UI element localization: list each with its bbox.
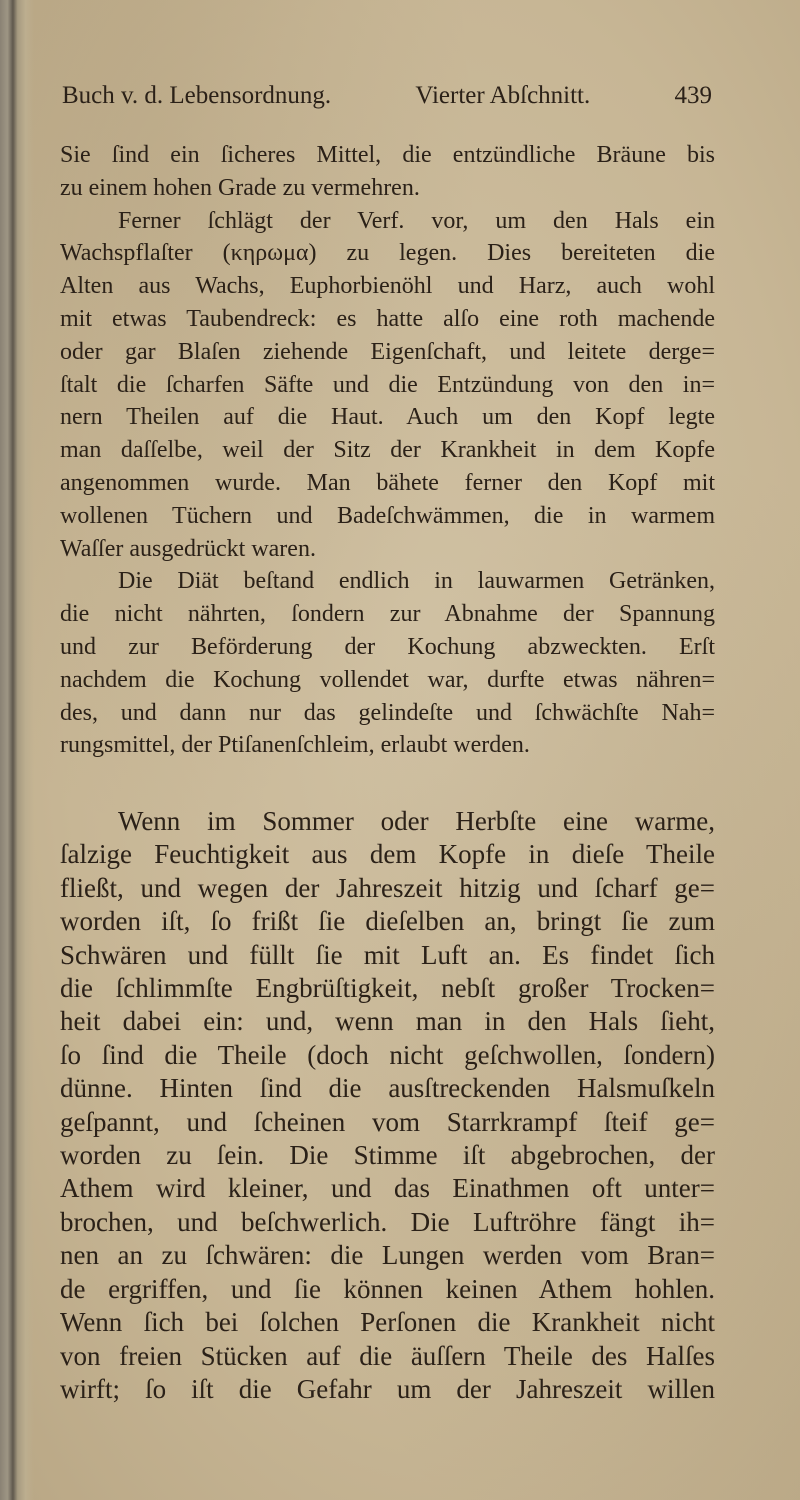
text-line: Ferner ſchlägt der Verf. vor, um den Hals ein	[118, 207, 715, 234]
text-line: des, und dann nur das gelindeſte und ſchwächſte Nah=	[60, 699, 715, 726]
text-line: heit dabei ein: und, wenn man in den Hals ſieht,	[60, 1006, 715, 1037]
running-title: Buch v. d. Lebensordnung.	[62, 82, 332, 109]
text-line: geſpannt, und ſcheinen vom Starrkrampf ſteif ge=	[60, 1106, 715, 1137]
text-line: nern Theilen auf die Haut. Auch um den Kopf legte	[60, 404, 715, 431]
text-line: von freien Stücken auf die äuſſern Theile des Halſes	[60, 1340, 715, 1371]
text-line: rungsmittel, der Ptiſanenſchleim, erlaubt werden.	[60, 732, 530, 759]
paragraph	[60, 805, 715, 1406]
lower-text-block	[60, 805, 715, 1406]
text-line: de ergriffen, und ſie können keinen Athem hohlen.	[60, 1273, 715, 1304]
text-line: worden zu ſein. Die Stimme iſt abgebrochen, der	[60, 1140, 715, 1171]
text-line: brochen, und beſchwerlich. Die Luftröhre fängt ih=	[60, 1206, 715, 1237]
text-line: Schwären und füllt ſie mit Luft an. Es findet ſich	[60, 939, 715, 970]
text-line: und zur Beförderung der Kochung abzweckten. Erſt	[60, 633, 715, 660]
text-line: Wachspflaſter (κηρωμα) zu legen. Dies bereiteten die	[60, 240, 715, 267]
section-title: Vierter Abſchnitt.	[415, 82, 591, 109]
text-line: die nicht nährten, ſondern zur Abnahme der Spannung	[60, 601, 715, 628]
text-line: Athem wird kleiner, und das Einathmen oft unter=	[60, 1173, 715, 1204]
binding-edge	[0, 0, 34, 1500]
text-line: Wenn ſich bei ſolchen Perſonen die Krankheit nicht	[60, 1307, 715, 1338]
text-line: die ſchlimmſte Engbrüſtigkeit, nebſt großer Trocken=	[60, 973, 715, 1004]
running-head	[62, 79, 712, 113]
text-line: ſtalt die ſcharfen Säfte und die Entzündung von den in=	[60, 371, 715, 398]
paragraph	[60, 205, 715, 566]
text-line: dünne. Hinten ſind die ausſtreckenden Halsmuſkeln	[60, 1073, 715, 1104]
upper-text-block	[60, 139, 715, 762]
paragraph	[60, 139, 715, 205]
text-line: Alten aus Wachs, Euphorbienöhl und Harz, auch wohl	[60, 273, 715, 300]
paragraph	[60, 565, 715, 762]
text-line: mit etwas Taubendreck: es hatte alſo eine roth machende	[60, 305, 715, 332]
text-line: oder gar Blaſen ziehende Eigenſchaft, und leitete derge=	[60, 338, 715, 365]
text-line: angenommen wurde. Man bähete ferner den Kopf mit	[60, 469, 715, 496]
page-number: 439	[674, 82, 712, 109]
text-line: Sie ſind ein ſicheres Mittel, die entzündliche Bräune bis	[60, 142, 715, 168]
text-line: wollenen Tüchern und Badeſchwämmen, die in warmem	[60, 502, 715, 529]
text-line: wirft; ſo iſt die Gefahr um der Jahreszeit willen	[60, 1373, 715, 1404]
text-line: worden iſt, ſo frißt ſie dieſelben an, bringt ſie zum	[60, 906, 715, 937]
text-line: fließt, und wegen der Jahreszeit hitzig und ſcharf ge=	[60, 872, 715, 903]
text-line: Wenn im Sommer oder Herbſte eine warme,	[118, 806, 715, 836]
text-line: Waſſer ausgedrückt waren.	[60, 535, 316, 562]
text-line: nen an zu ſchwären: die Lungen werden vom Bran=	[60, 1240, 715, 1271]
text-line: zu einem hohen Grade zu vermehren.	[60, 174, 420, 201]
text-line: man daſſelbe, weil der Sitz der Krankheit in dem Kopfe	[60, 437, 715, 464]
text-line: ſo ſind die Theile (doch nicht geſchwollen, ſondern)	[60, 1039, 715, 1070]
text-line: nachdem die Kochung vollendet war, durfte etwas nähren=	[60, 666, 715, 693]
text-line: Die Diät beſtand endlich in lauwarmen Getränken,	[118, 568, 715, 595]
text-line: ſalzige Feuchtigkeit aus dem Kopfe in dieſe Theile	[60, 839, 715, 870]
